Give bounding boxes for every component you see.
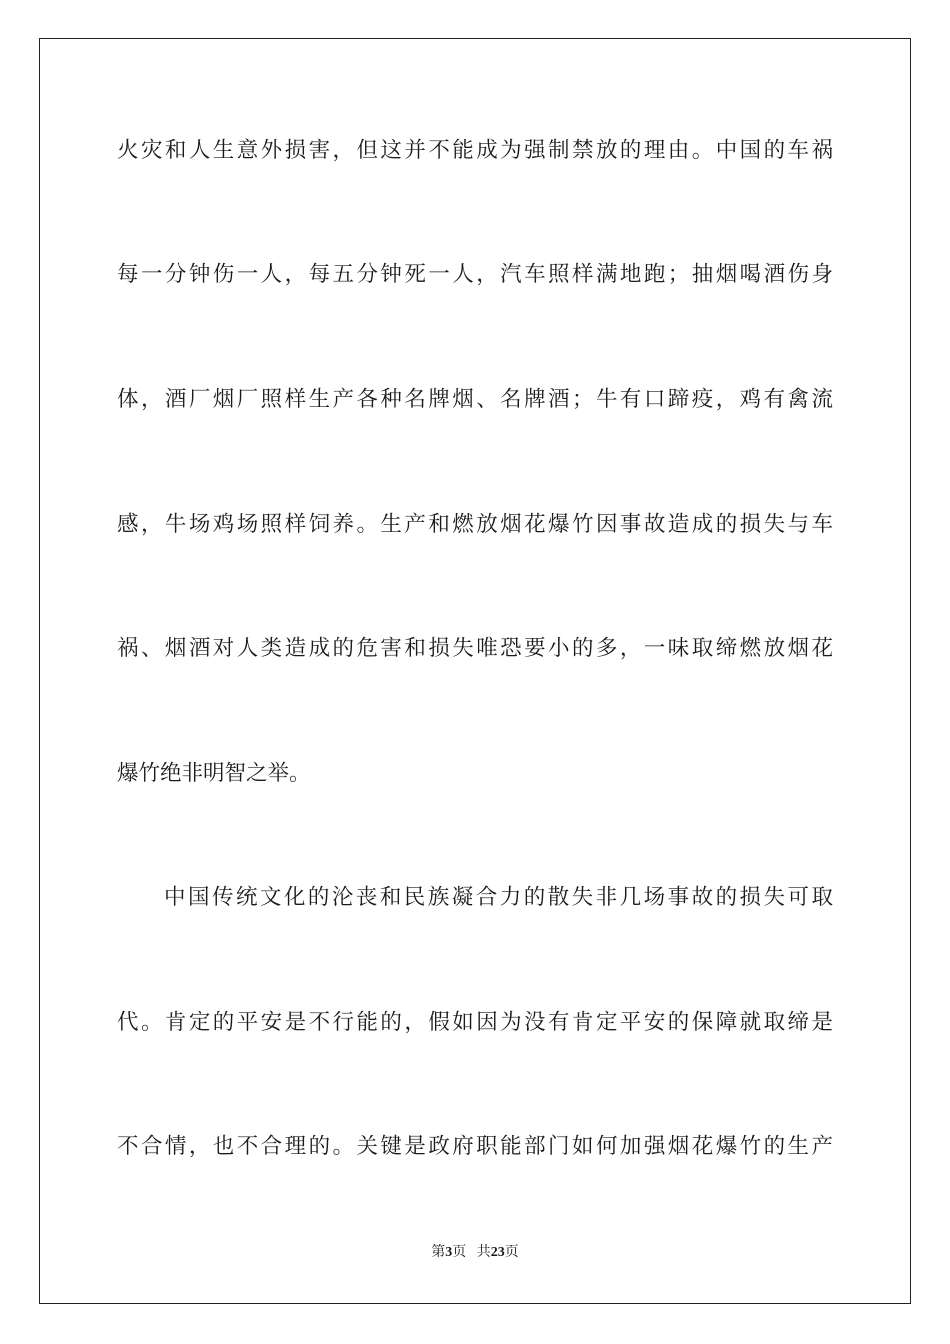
page-border xyxy=(39,38,911,1304)
total-prefix: 共 xyxy=(476,1245,491,1260)
text-line: 火灾和人生意外损害，但这并不能成为强制禁放的理由。中国的车祸 xyxy=(117,138,833,163)
paragraph-first-line: 中国传统文化的沦丧和民族凝合力的散失非几场事故的损失可取 xyxy=(164,885,833,910)
text-line: 感，牛场鸡场照样饲养。生产和燃放烟花爆竹因事故造成的损失与车 xyxy=(117,512,833,537)
page-number: 3 xyxy=(445,1245,453,1260)
page-prefix: 第 xyxy=(431,1245,446,1260)
page-suffix: 页 xyxy=(452,1245,467,1260)
text-line: 体，酒厂烟厂照样生产各种名牌烟、名牌酒；牛有口蹄疫，鸡有禽流 xyxy=(117,387,833,412)
text-line: 不合情，也不合理的。关键是政府职能部门如何加强烟花爆竹的生产 xyxy=(117,1134,833,1159)
page-footer xyxy=(0,1243,950,1263)
text-line: 爆竹绝非明智之举。 xyxy=(117,761,311,786)
text-line: 代。肯定的平安是不行能的，假如因为没有肯定平安的保障就取缔是 xyxy=(117,1010,833,1035)
total-suffix: 页 xyxy=(504,1245,519,1260)
total-pages: 23 xyxy=(490,1245,505,1260)
text-line: 祸、烟酒对人类造成的危害和损失唯恐要小的多，一味取缔燃放烟花 xyxy=(117,636,833,661)
text-line: 每一分钟伤一人，每五分钟死一人，汽车照样满地跑；抽烟喝酒伤身 xyxy=(117,262,833,287)
